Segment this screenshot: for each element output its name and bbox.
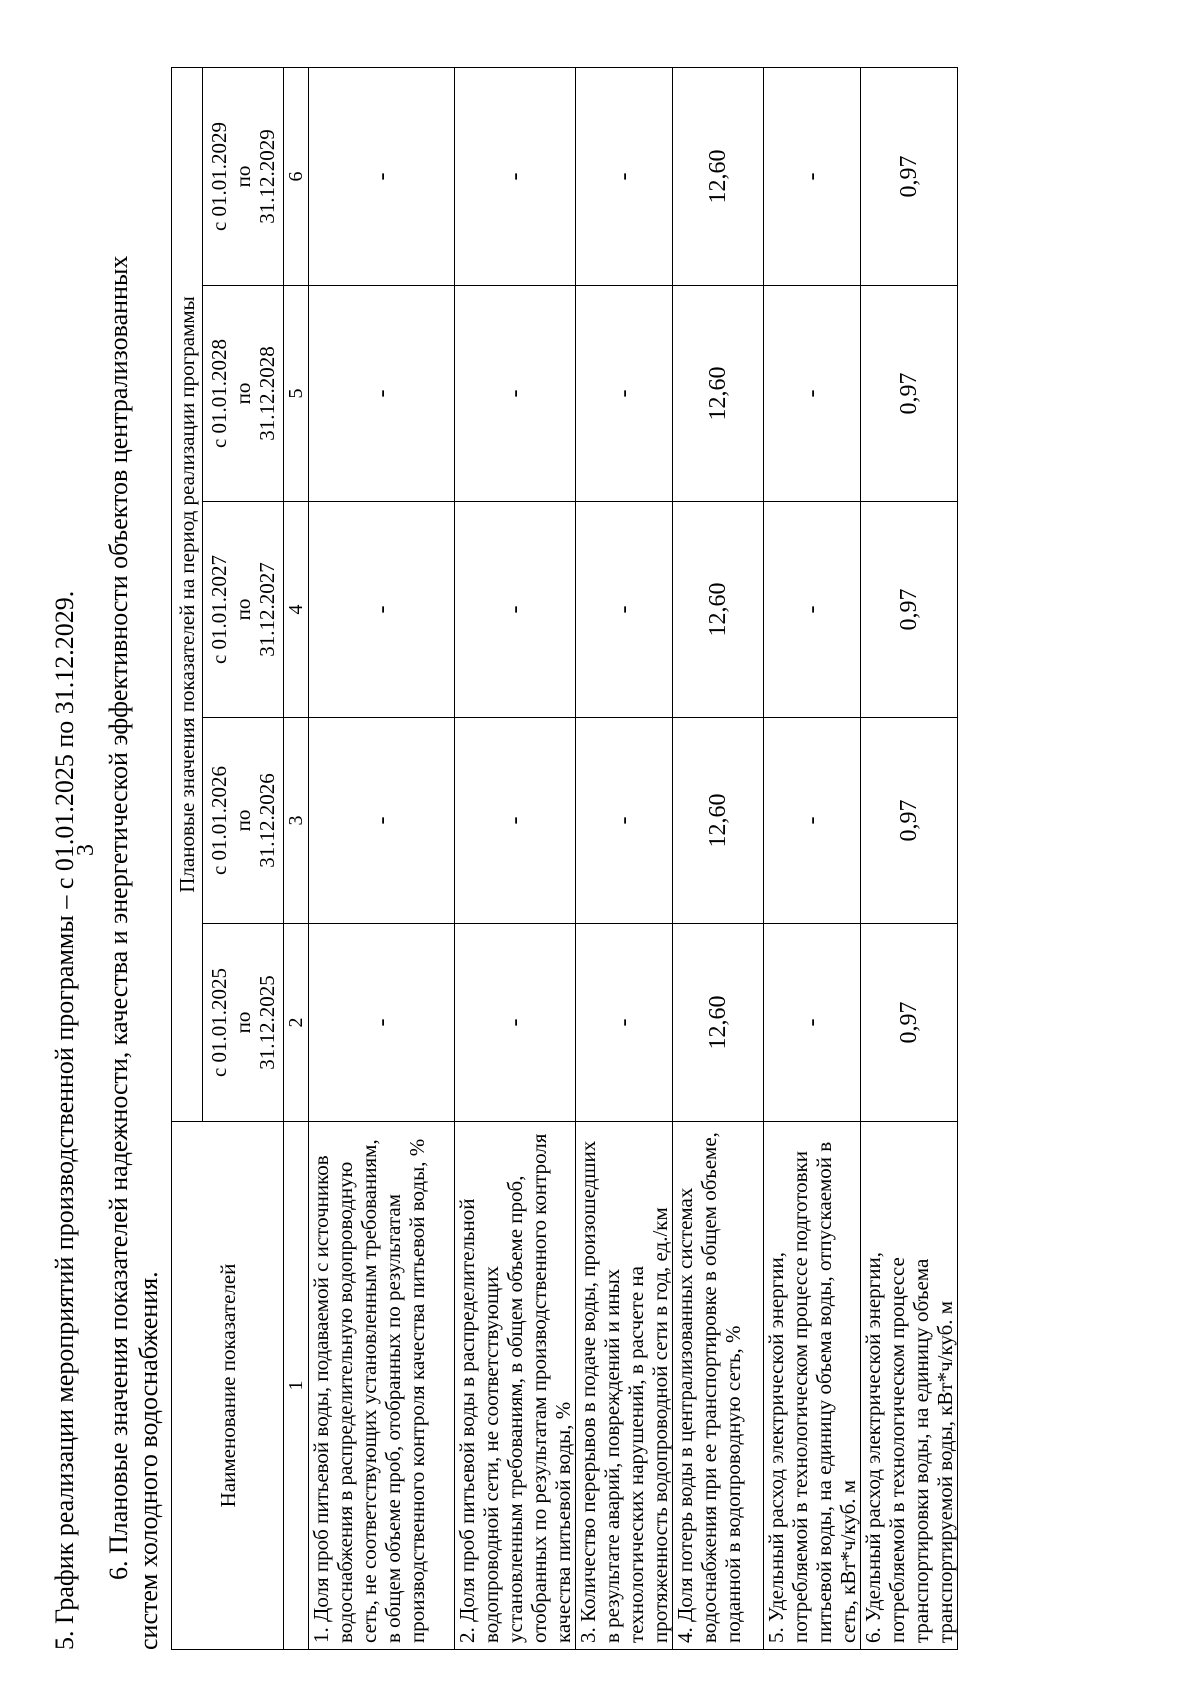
section-5-heading: 5. График реализации мероприятий производственной программы – с 01.01.2025 по 31.12.2029. (50, 590, 79, 1650)
indicator-value: - (309, 924, 455, 1122)
indicator-value: - (764, 286, 861, 502)
table-row (673, 67, 764, 1649)
table-row (861, 67, 958, 1649)
indicator-value: 0,97 (861, 502, 958, 718)
period-to: 31.12.2029 (255, 129, 279, 224)
period-to-word: по (231, 809, 255, 832)
indicator-name: 1. Доля проб питьевой воды, подаваемой с источников водоснабжения в распределительную водопроводную сеть, не соответствующих установленным требованиям, в общем объеме проб, отобранных по результатам производственного контроля качества питьевой воды, % (309, 1122, 455, 1650)
plan-values-group-header: Плановые значения показателей на период реализации программы (172, 67, 203, 1121)
indicator-value: - (764, 924, 861, 1122)
period-to-word: по (231, 1011, 255, 1034)
period-from: с 01.01.2026 (207, 765, 231, 876)
period-header (203, 718, 284, 924)
column-number: 1 (284, 1122, 309, 1650)
period-to-word: по (231, 382, 255, 405)
indicator-value: - (576, 718, 673, 924)
indicator-name: 4. Доля потерь воды в централизованных системах водоснабжения при ее транспортировке в общем объеме, поданной в водопроводную сеть, % (673, 1122, 764, 1650)
indicator-name: 5. Удельный расход электрической энергии, потребляемой в технологическом процессе подготовки питьевой воды, на единицу объема воды, отпускаемой в сеть, кВт*ч/куб. м (764, 1122, 861, 1650)
indicator-value: 0,97 (861, 67, 958, 285)
indicator-value: 12,60 (673, 67, 764, 285)
period-to-word: по (231, 598, 255, 621)
indicator-value: - (764, 718, 861, 924)
name-column-header: Наименование показателей (172, 1122, 284, 1650)
indicator-value: - (309, 286, 455, 502)
column-number: 4 (284, 502, 309, 718)
period-from: с 01.01.2025 (207, 967, 231, 1078)
indicator-value: - (309, 67, 455, 285)
indicator-value: 0,97 (861, 286, 958, 502)
period-from: с 01.01.2029 (207, 121, 231, 232)
indicator-value: 12,60 (673, 502, 764, 718)
period-to: 31.12.2026 (255, 773, 279, 868)
rotated-page-content (50, 40, 1150, 1660)
section-6-heading-continued: систем холодного водоснабжения. (134, 1271, 163, 1650)
indicator-value: - (576, 67, 673, 285)
indicator-value: - (455, 502, 576, 718)
period-to: 31.12.2027 (255, 562, 279, 657)
indicator-value: 0,97 (861, 924, 958, 1122)
indicator-value: - (455, 286, 576, 502)
indicator-name: 3. Количество перерывов в подаче воды, произошедших в результате аварий, повреждений и иных технологических нарушений, в расчете на протяженность водопроводной сети в год, ед./км (576, 1122, 673, 1650)
indicator-value: - (455, 924, 576, 1122)
period-header (203, 67, 284, 285)
period-header (203, 286, 284, 502)
table-row (455, 67, 576, 1649)
indicator-value: - (455, 718, 576, 924)
indicator-value: 12,60 (673, 924, 764, 1122)
indicator-name: 6. Удельный расход электрической энергии, потребляемой в технологическом процессе транспортировки воды, на единицу объема транспортируемой воды, кВт*ч/куб. м (861, 1122, 958, 1650)
table-row (764, 67, 861, 1649)
indicator-value: 0,97 (861, 718, 958, 924)
indicator-value: - (309, 502, 455, 718)
period-to-word: по (231, 165, 255, 188)
column-number: 2 (284, 924, 309, 1122)
period-header (203, 924, 284, 1122)
column-number: 6 (284, 67, 309, 285)
indicator-value: - (576, 924, 673, 1122)
indicators-table (171, 67, 958, 1650)
indicator-value: - (576, 502, 673, 718)
indicator-value: - (576, 286, 673, 502)
period-from: с 01.01.2027 (207, 554, 231, 665)
indicator-value: - (764, 67, 861, 285)
indicator-value: - (455, 67, 576, 285)
period-from: с 01.01.2028 (207, 338, 231, 449)
section-6-heading: 6. Плановые значения показателей надежности, качества и энергетической эффективности объектов централизованных (104, 255, 133, 1580)
indicator-value: - (309, 718, 455, 924)
indicator-value: - (764, 502, 861, 718)
column-number: 3 (284, 718, 309, 924)
indicator-name: 2. Доля проб питьевой воды в распределительной водопроводной сети, не соответствующих установленным требованиям, в общем объеме проб, отобранных по результатам производственного контроля качества питьевой воды, % (455, 1122, 576, 1650)
table-row (576, 67, 673, 1649)
period-header (203, 502, 284, 718)
page-number: 3 (73, 844, 99, 856)
column-number: 5 (284, 286, 309, 502)
table-row (309, 67, 455, 1649)
period-to: 31.12.2025 (255, 975, 279, 1070)
period-to: 31.12.2028 (255, 346, 279, 441)
indicator-value: 12,60 (673, 718, 764, 924)
indicator-value: 12,60 (673, 286, 764, 502)
